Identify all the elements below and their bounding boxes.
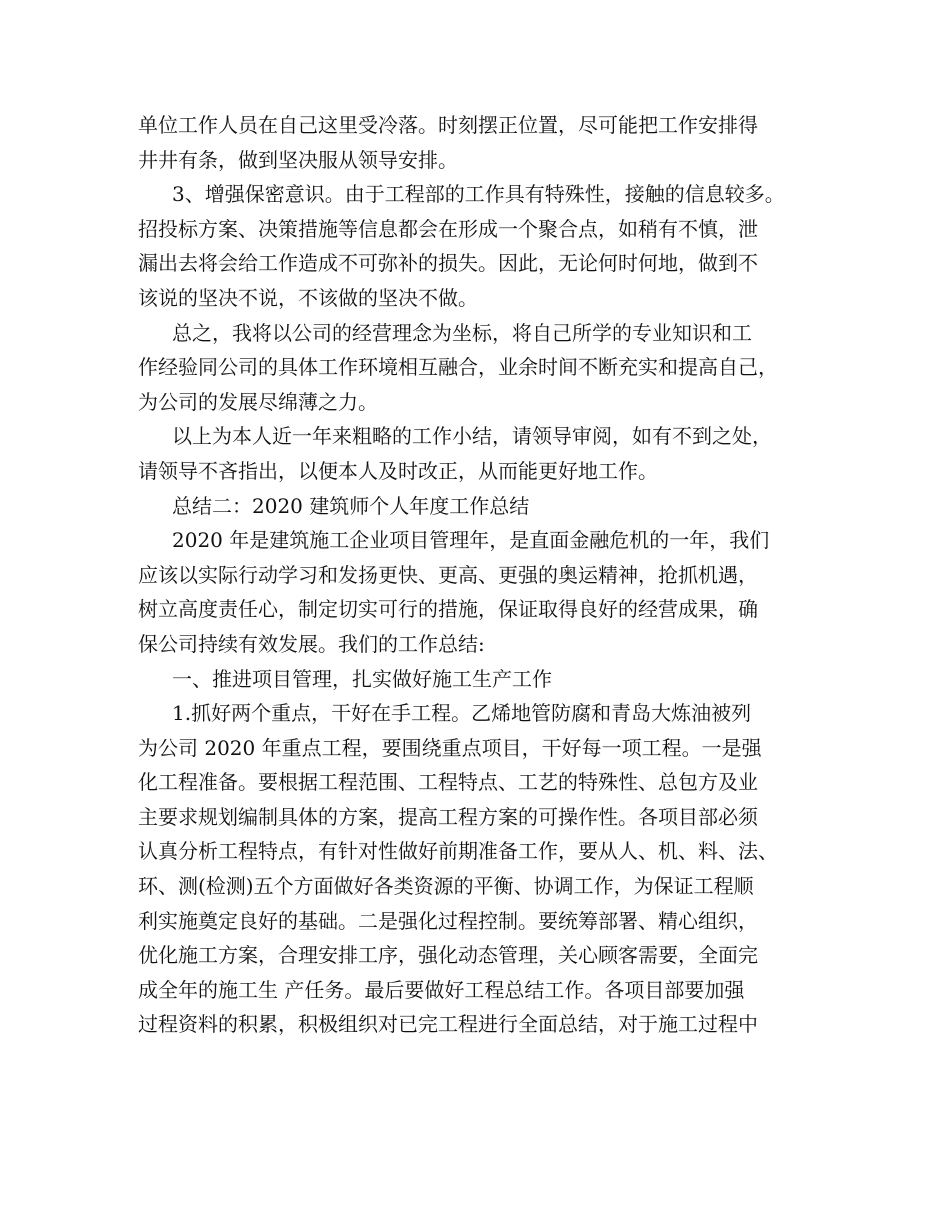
text-line: 单位工作人员在自己这里受冷落。时刻摆正位置，尽可能把工作安排得 bbox=[138, 113, 758, 137]
text-line: 招投标方案、决策措施等信息都会在形成一个聚合点，如稍有不慎，泄 bbox=[138, 216, 758, 241]
text-line: 总之，我将以公司的经营理念为坐标，将自己所学的专业知识和工 bbox=[172, 320, 752, 345]
text-line: 2020 年是建筑施工企业项目管理年，是直面金融危机的一年，我们 bbox=[172, 528, 770, 553]
text-line: 利实施奠定良好的基础。二是强化过程控制。要统筹部署、精心组织， bbox=[138, 908, 758, 933]
text-line: 请领导不吝指出，以便本人及时改正，从而能更好地工作。 bbox=[138, 458, 658, 483]
text-line: 树立高度责任心，制定切实可行的措施，保证取得良好的经营成果，确 bbox=[138, 597, 758, 622]
text-line: 3、增强保密意识。由于工程部的工作具有特殊性，接触的信息较多。 bbox=[172, 182, 785, 207]
text-line: 作经验同公司的具体工作环境相互融合，业余时间不断充实和提高自己， bbox=[138, 355, 778, 380]
text-line: 主要求规划编制具体的方案，提高工程方案的可操作性。各项目部必须 bbox=[138, 804, 758, 829]
text-line: 保公司持续有效发展。我们的工作总结: bbox=[138, 631, 485, 656]
text-line: 一、推进项目管理，扎实做好施工生产工作 bbox=[172, 666, 552, 691]
text-line: 成全年的施工生 产任务。最后要做好工程总结工作。各项目部要加强 bbox=[138, 977, 745, 1002]
text-line: 环、测(检测)五个方面做好各类资源的平衡、协调工作，为保证工程顺 bbox=[138, 874, 754, 899]
text-line: 为公司的发展尽绵薄之力。 bbox=[138, 389, 378, 414]
text-line: 化工程准备。要根据工程范围、工程特点、工艺的特殊性、总包方及业 bbox=[138, 770, 758, 795]
text-line: 井井有条，做到坚决服从领导安排。 bbox=[138, 147, 458, 172]
text-line: 为公司 2020 年重点工程，要围绕重点项目，干好每一项工程。一是强 bbox=[138, 735, 762, 760]
text-line: 认真分析工程特点，有针对性做好前期准备工作，要从人、机、料、法、 bbox=[138, 839, 778, 864]
text-line: 漏出去将会给工作造成不可弥补的损失。因此，无论何时何地，做到不 bbox=[138, 251, 758, 276]
text-line: 优化施工方案，合理安排工序，强化动态管理，关心顾客需要，全面完 bbox=[138, 943, 758, 968]
text-line: 以上为本人近一年来粗略的工作小结，请领导审阅，如有不到之处， bbox=[172, 424, 772, 449]
text-line: 过程资料的积累，积极组织对已完工程进行全面总结，对于施工过程中 bbox=[138, 1012, 758, 1037]
text-line: 总结二：2020 建筑师个人年度工作总结 bbox=[172, 493, 530, 518]
document-body bbox=[138, 108, 818, 1042]
text-line: 应该以实际行动学习和发扬更快、更高、更强的奥运精神，抢抓机遇， bbox=[138, 562, 758, 587]
text-line: 1.抓好两个重点，干好在手工程。乙烯地管防腐和青岛大炼油被列 bbox=[172, 701, 752, 726]
text-line: 该说的坚决不说，不该做的坚决不做。 bbox=[138, 285, 478, 310]
